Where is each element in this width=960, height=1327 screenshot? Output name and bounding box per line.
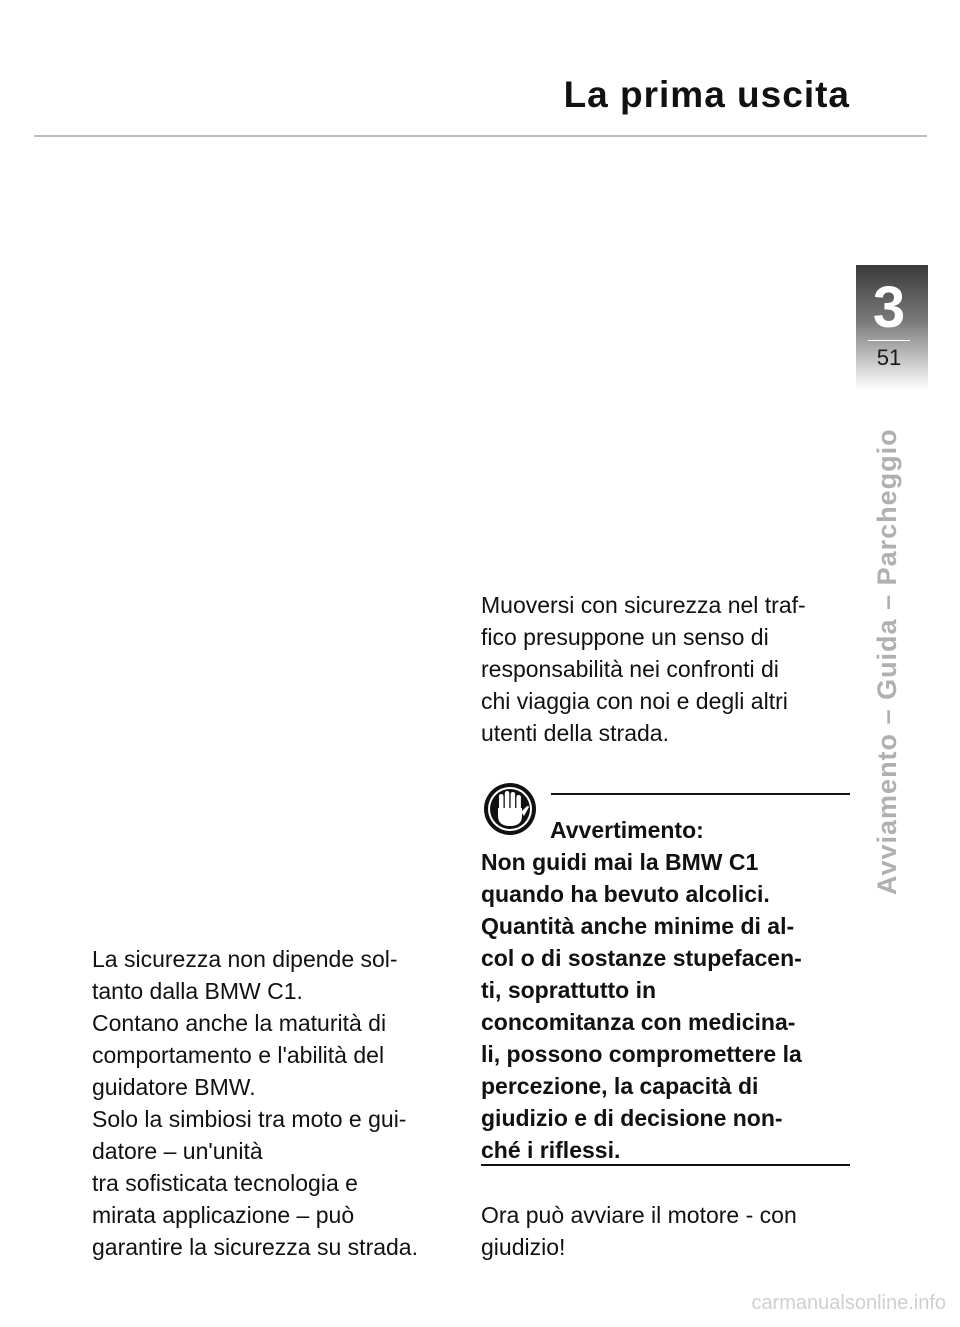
right-intro-paragraph: Muoversi con sicurezza nel traf- fico presuppone un senso di responsabilità nei confronti di chi viaggia con noi e degli altri utenti della strada. [481, 592, 806, 746]
chapter-tab [856, 265, 928, 390]
section-side-label: Avviamento – Guida – Parcheggio [872, 428, 902, 895]
right-outro-paragraph: Ora può avviare il motore - con giudizio! [481, 1202, 797, 1260]
title-divider [34, 135, 927, 137]
warning-heading: Avvertimento: [550, 817, 704, 843]
page-title: La prima uscita [563, 74, 850, 115]
warning-top-rule [551, 793, 850, 795]
chapter-divider [868, 340, 910, 341]
watermark: carmanualsonline.info [751, 1292, 946, 1314]
page-number: 51 [876, 345, 902, 370]
left-column-paragraph: La sicurezza non dipende sol- tanto dalla BMW C1. Contano anche la maturità di comportamento e l'abilità del guidatore BMW. Solo la simbiosi tra moto e gui- datore – un'unità tra sofisticata tecnologia e mirata applicazione – può garantire la sicurezza su strada. [92, 946, 418, 1260]
warning-bottom-rule [481, 1164, 850, 1166]
warning-body: Non guidi mai la BMW C1 quando ha bevuto alcolici. Quantità anche minime di al- col o di sostanze stupefacen- ti, soprattutto in concomitanza con medicina- li, possono compromettere la percezione, la capacità di giudizio e di decisione non- ché i riflessi. [481, 849, 802, 1163]
stop-hand-icon [481, 780, 539, 838]
chapter-number: 3 [872, 275, 906, 340]
